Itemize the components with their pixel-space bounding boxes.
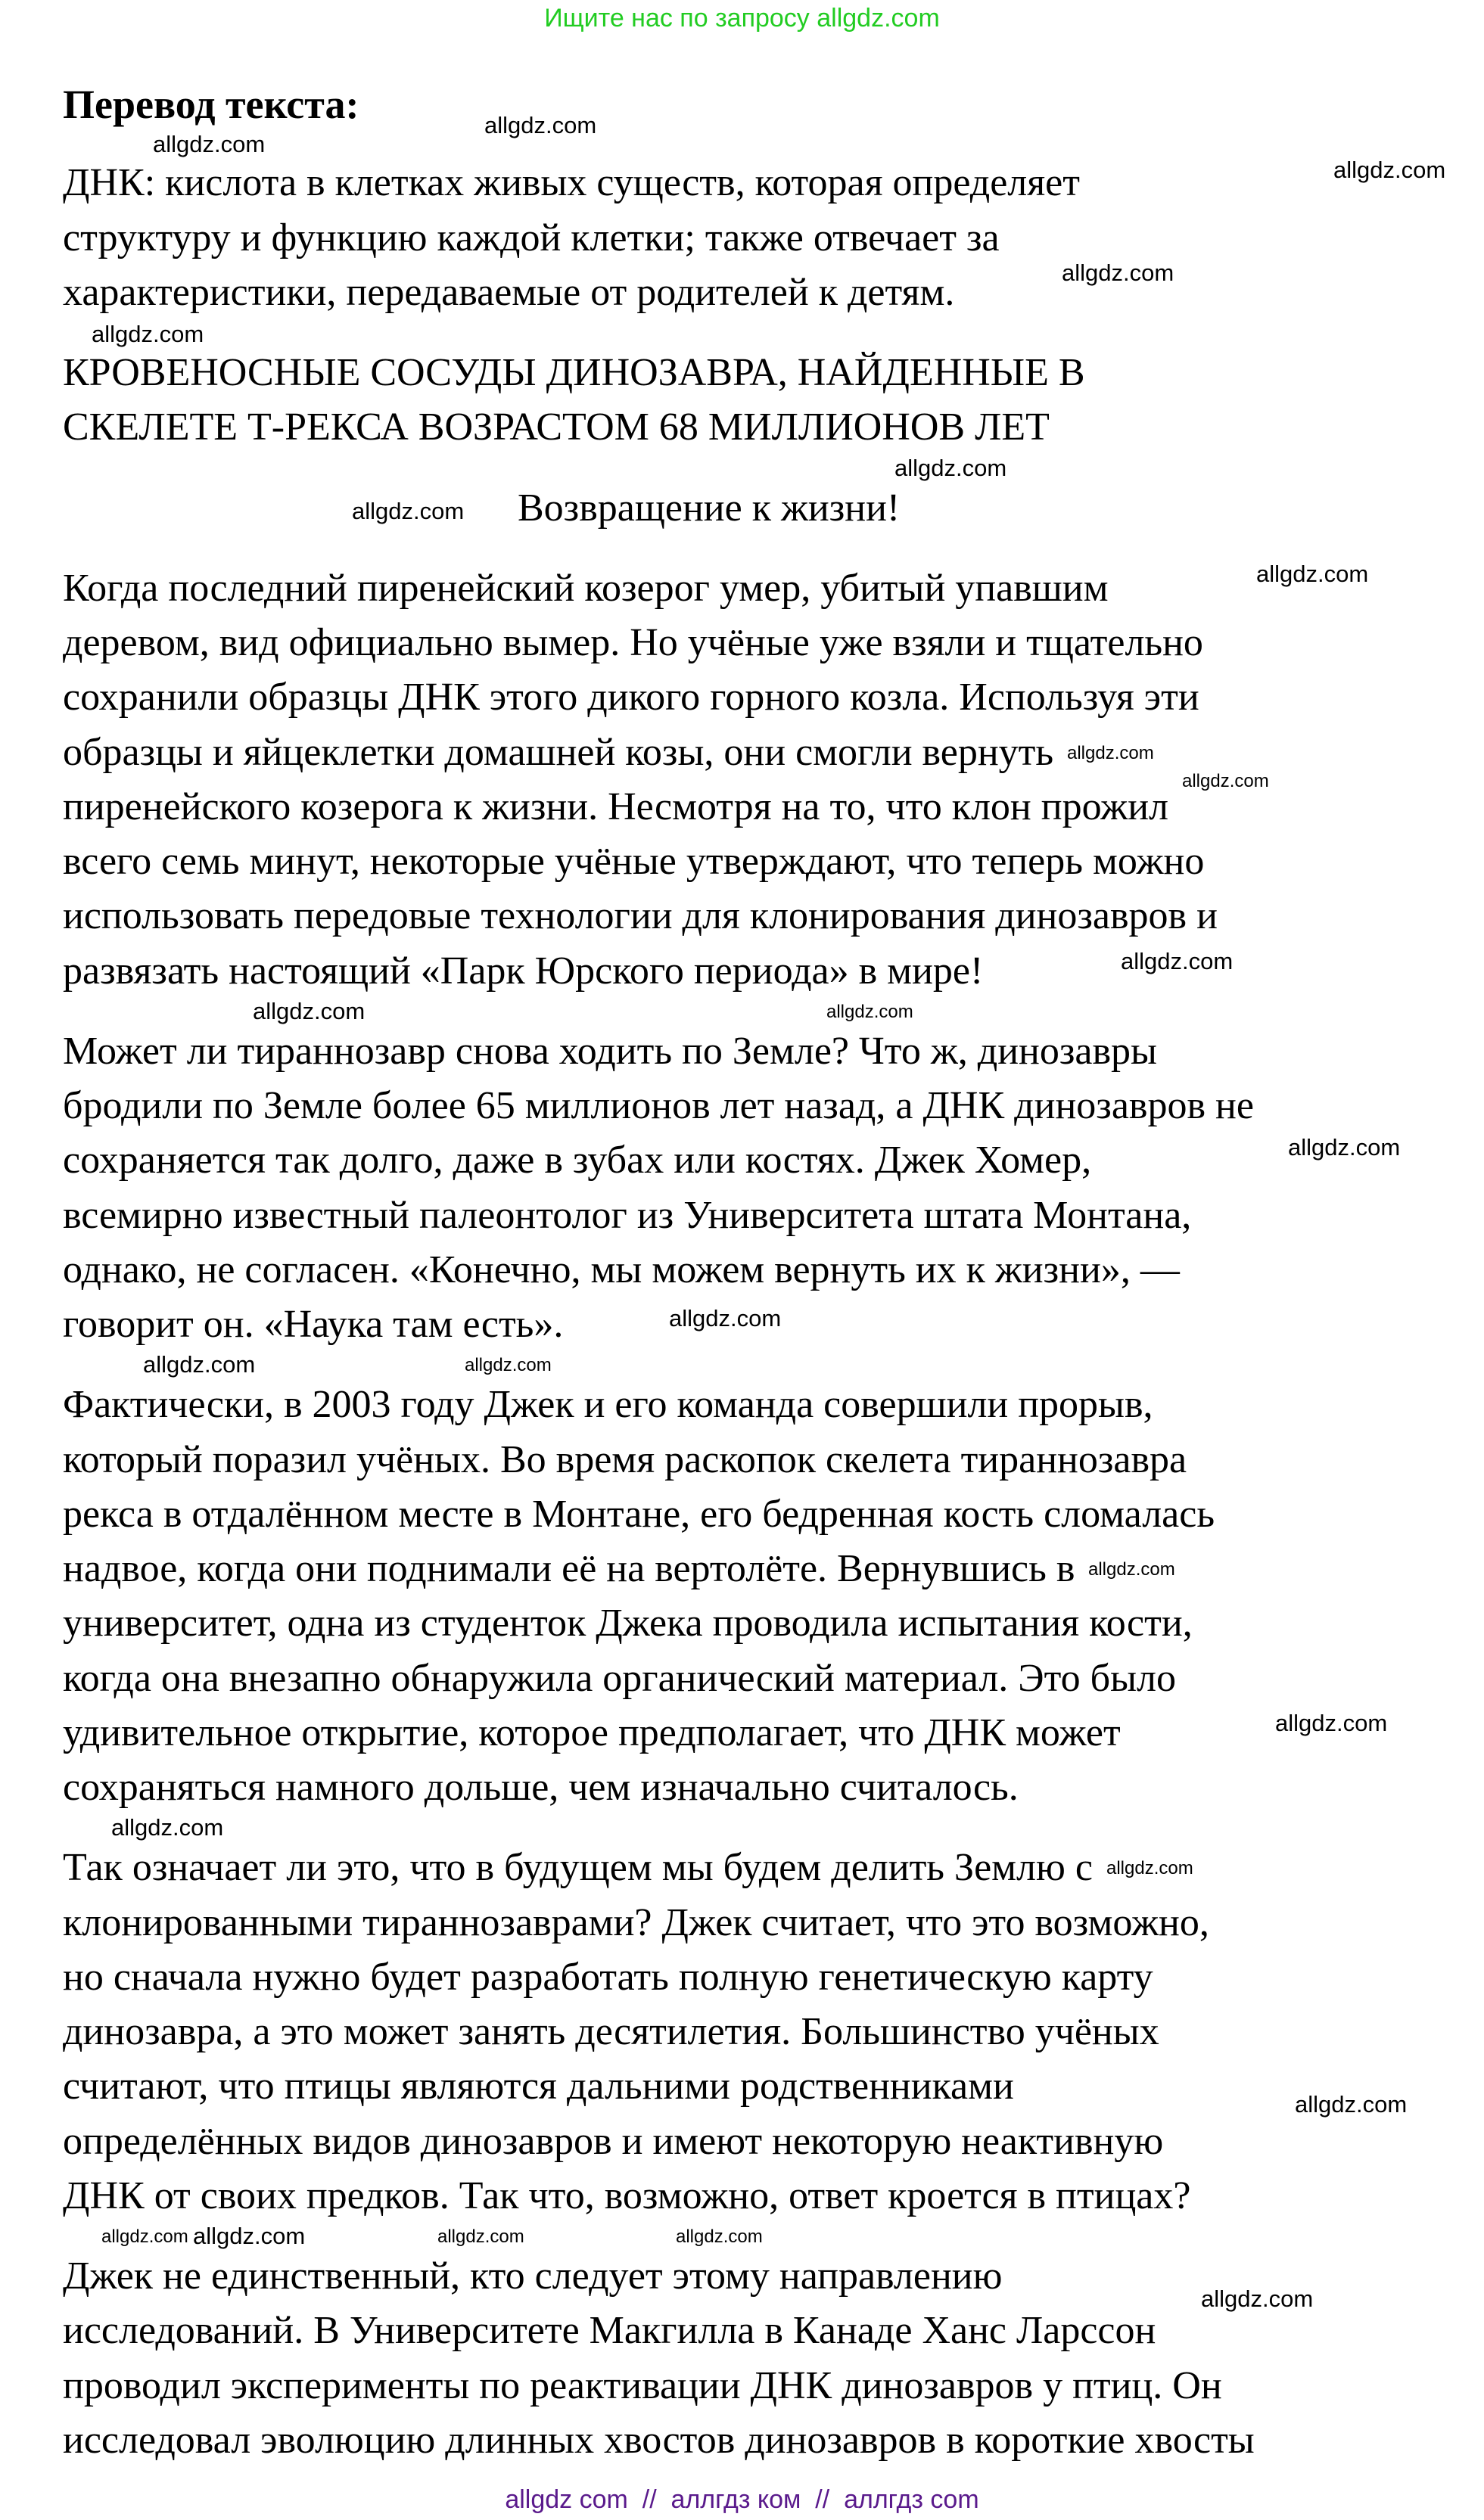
watermark: allgdz.com	[1088, 1559, 1175, 1580]
watermark: allgdz.com	[92, 321, 204, 347]
paragraph-line: всемирно известный палеонтолог из Университета штата Монтана,	[63, 1194, 1192, 1237]
footer-links: allgdz com // аллгдз ком // аллгдз com	[505, 2485, 979, 2514]
paragraph-line: проводил эксперименты по реактивации ДНК динозавров у птиц. Он	[63, 2364, 1222, 2407]
watermark: allgdz.com	[153, 131, 266, 157]
article-subtitle: Возвращение к жизни!	[518, 486, 901, 530]
watermark: allgdz.com	[1106, 1858, 1193, 1878]
watermark: allgdz.com	[676, 2226, 763, 2247]
watermark: allgdz.com	[1062, 259, 1174, 286]
watermark: allgdz.com	[1295, 2091, 1408, 2118]
watermark: allgdz.com	[1333, 157, 1446, 183]
paragraph-line: сохранили образцы ДНК этого дикого горного козла. Используя эти	[63, 676, 1199, 719]
definition-line: характеристики, передаваемые от родителей к детям.	[63, 271, 955, 314]
watermark: allgdz.com	[352, 498, 465, 524]
paragraph-line: Так означает ли это, что в будущем мы будем делить Землю с	[63, 1846, 1093, 1889]
watermark: allgdz.com	[437, 2226, 524, 2247]
paragraph-line: считают, что птицы являются дальними родственниками	[63, 2065, 1014, 2108]
paragraph-line: Фактически, в 2003 году Джек и его команда совершили прорыв,	[63, 1383, 1153, 1426]
paragraph-line: определённых видов динозавров и имеют некоторую неактивную	[63, 2120, 1164, 2163]
watermark: allgdz.com	[826, 1002, 913, 1022]
watermark: allgdz.com	[1067, 743, 1154, 763]
watermark: allgdz.com	[669, 1305, 782, 1331]
article-title-line: СКЕЛЕТЕ Т-РЕКСА ВОЗРАСТОМ 68 МИЛЛИОНОВ ЛЕТ	[63, 405, 1050, 449]
paragraph-line: всего семь минут, некоторые учёные утверждают, что теперь можно	[63, 840, 1205, 883]
watermark: allgdz.com	[1256, 561, 1369, 587]
watermark: allgdz.com	[143, 1351, 256, 1378]
paragraph-line: развязать настоящий «Парк Юрского периода» в мире!	[63, 949, 984, 993]
paragraph-line: пиренейского козерога к жизни. Несмотря на то, что клон прожил	[63, 785, 1169, 828]
paragraph-line: клонированными тираннозаврами? Джек считает, что это возможно,	[63, 1901, 1209, 1944]
paragraph-line: когда она внезапно обнаружила органический материал. Это было	[63, 1657, 1176, 1700]
watermark: allgdz.com	[1201, 2285, 1314, 2312]
page-heading: Перевод текста:	[63, 82, 359, 127]
paragraph-line: говорит он. «Наука там есть».	[63, 1303, 564, 1346]
paragraph-line: динозавра, а это может занять десятилетия. Большинство учёных	[63, 2010, 1159, 2053]
watermark: allgdz.com	[1121, 948, 1234, 974]
paragraph-line: который поразил учёных. Во время раскопок скелета тираннозавра	[63, 1438, 1187, 1481]
article-title-line: КРОВЕНОСНЫЕ СОСУДЫ ДИНОЗАВРА, НАЙДЕННЫЕ В	[63, 351, 1085, 394]
definition-line: структуру и функцию каждой клетки; также отвечает за	[63, 216, 1000, 259]
watermark: allgdz.com	[1182, 771, 1269, 791]
paragraph-line: Джек не единственный, кто следует этому направлению	[63, 2254, 1003, 2298]
paragraph-line: университет, одна из студенток Джека проводила испытания кости,	[63, 1602, 1193, 1645]
paragraph-line: ДНК от своих предков. Так что, возможно, ответ кроется в птицах?	[63, 2174, 1191, 2217]
paragraph-line: деревом, вид официально вымер. Но учёные уже взяли и тщательно	[63, 621, 1203, 664]
watermark: allgdz.com	[484, 112, 597, 138]
paragraph-line: исследований. В Университете Макгилла в Канаде Ханс Ларссон	[63, 2309, 1156, 2352]
watermark: allgdz.com	[1275, 1710, 1388, 1736]
paragraph-line: однако, не согласен. «Конечно, мы можем вернуть их к жизни», —	[63, 1248, 1180, 1291]
watermark: allgdz.com	[111, 1814, 224, 1841]
paragraph-line: использовать передовые технологии для клонирования динозавров и	[63, 894, 1218, 937]
definition-line: ДНК: кислота в клетках живых существ, которая определяет	[63, 161, 1080, 204]
top-banner: Ищите нас по запросу allgdz.com	[544, 4, 940, 33]
paragraph-line: бродили по Земле более 65 миллионов лет назад, а ДНК динозавров не	[63, 1084, 1254, 1127]
watermark: allgdz.com	[894, 455, 1007, 481]
paragraph-line: Может ли тираннозавр снова ходить по Земле? Что ж, динозавры	[63, 1030, 1157, 1073]
watermark: allgdz.com	[193, 2223, 306, 2249]
paragraph-line: образцы и яйцеклетки домашней козы, они смогли вернуть	[63, 731, 1054, 774]
paragraph-line: рекса в отдалённом месте в Монтане, его бедренная кость сломалась	[63, 1493, 1215, 1536]
paragraph-line: но сначала нужно будет разработать полную генетическую карту	[63, 1956, 1153, 1999]
paragraph-line: надвое, когда они поднимали её на вертолёте. Вернувшись в	[63, 1547, 1075, 1590]
watermark: allgdz.com	[253, 998, 366, 1024]
paragraph-line: Когда последний пиренейский козерог умер, убитый упавшим	[63, 567, 1109, 610]
watermark: allgdz.com	[1288, 1134, 1401, 1161]
watermark: allgdz.com	[465, 1355, 552, 1375]
paragraph-line: сохраняется так долго, даже в зубах или костях. Джек Хомер,	[63, 1139, 1092, 1182]
paragraph-line: исследовал эволюцию длинных хвостов динозавров в короткие хвосты	[63, 2419, 1255, 2462]
paragraph-line: удивительное открытие, которое предполагает, что ДНК может	[63, 1711, 1121, 1754]
paragraph-line: сохраняться намного дольше, чем изначально считалось.	[63, 1766, 1019, 1809]
watermark: allgdz.com	[101, 2226, 188, 2247]
